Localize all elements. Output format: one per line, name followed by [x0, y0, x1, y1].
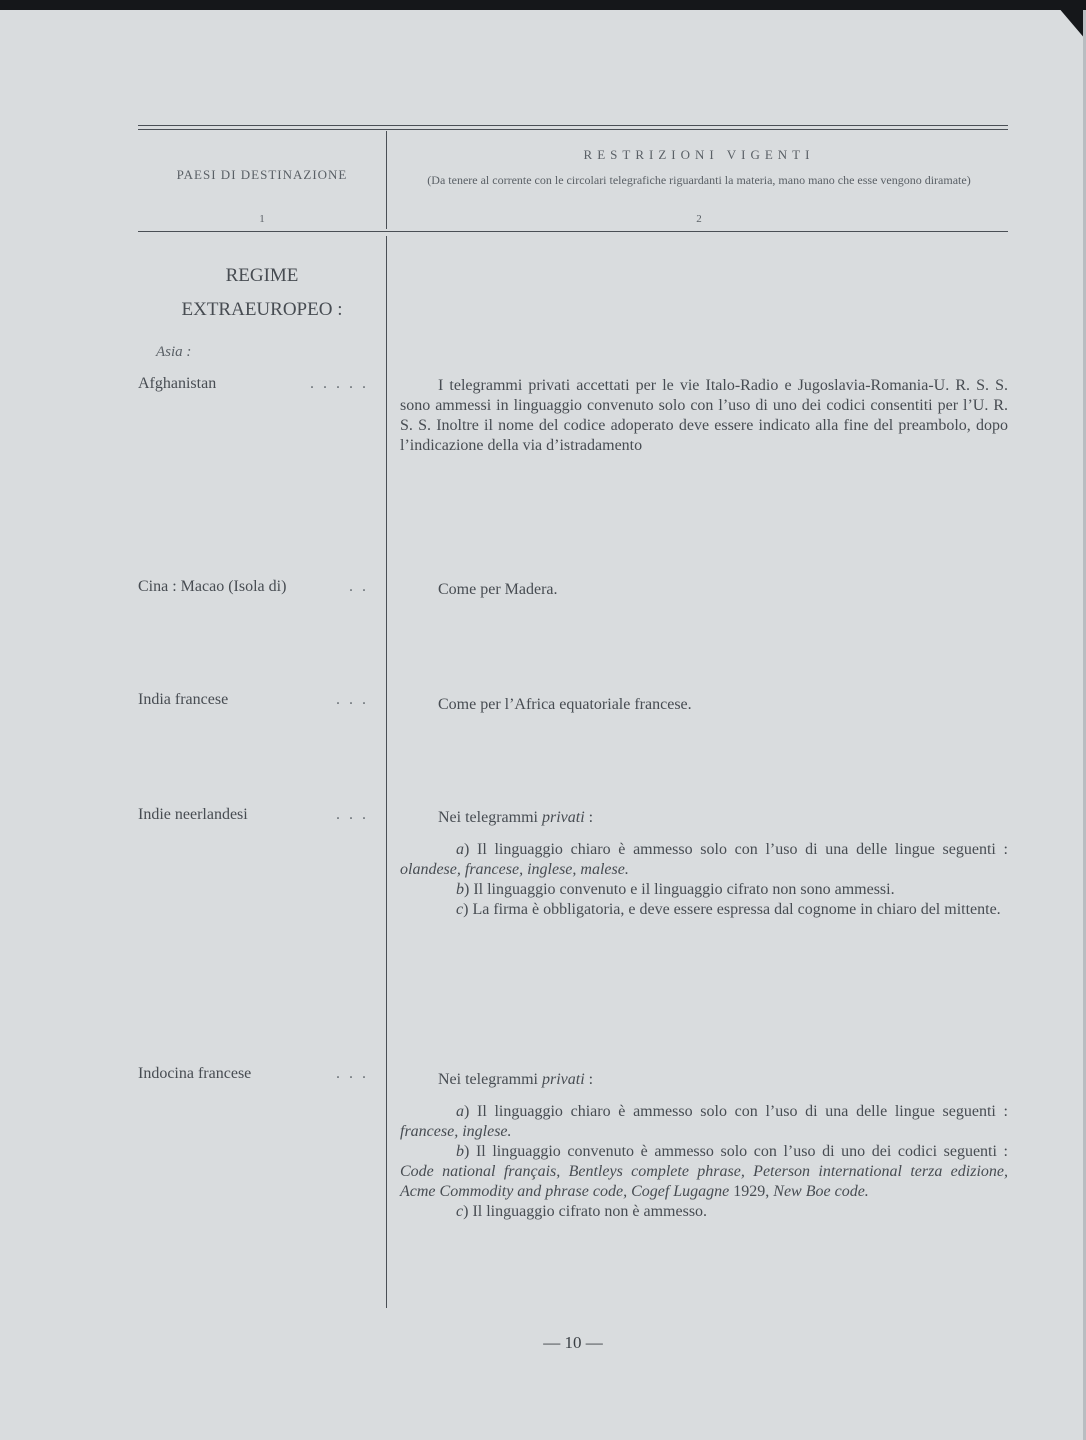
restriction-item-a: a) Il linguaggio chiaro è ammesso solo con l’uso di una delle lingue seguenti : francese, inglese.: [400, 1103, 1008, 1140]
country-afghanistan: [138, 375, 383, 393]
column-2-number: 2: [696, 213, 702, 225]
restriction-indocina-francese: [400, 1070, 1008, 1222]
top-scan-border: [0, 0, 1086, 10]
region-heading: Asia :: [156, 344, 192, 360]
column-2-title: RESTRIZIONI VIGENTI: [583, 147, 815, 162]
country-name: Indie neerlandesi: [138, 806, 248, 823]
section-heading-line2: EXTRAEUROPEO :: [181, 299, 343, 320]
page-number: — 10 —: [543, 1333, 603, 1352]
country-cina-macao: [138, 578, 383, 596]
header-top-rule: [138, 125, 1008, 126]
country-name: India francese: [138, 691, 229, 708]
corner-shadow: [1052, 0, 1086, 40]
country-india-francese: [138, 691, 383, 709]
column-1-title: PAESI DI DESTINAZIONE: [176, 167, 348, 182]
body-column-divider: [386, 236, 387, 1308]
restriction-india-francese: [400, 695, 1008, 715]
restriction-text: Come per l’Africa equatoriale francese.: [438, 696, 692, 713]
restriction-item-c: c) La firma è obbligatoria, e deve essere espressa dal cognome in chiaro del mittente.: [456, 901, 1001, 918]
restriction-item-c: c) Il linguaggio cifrato non è ammesso.: [456, 1203, 708, 1220]
leader-dots: ...: [336, 691, 375, 708]
country-indie-neerlandesi: [138, 806, 383, 824]
leader-dots: ...: [336, 1065, 375, 1082]
country-indocina-francese: [138, 1065, 383, 1083]
header-top-rule-inner: [138, 129, 1008, 130]
restriction-intro: Nei telegrammi privati :: [438, 809, 594, 826]
country-name: Indocina francese: [138, 1065, 252, 1082]
column-1-number: 1: [259, 213, 265, 225]
restriction-afghanistan: [400, 376, 1008, 456]
restriction-item-a: a) Il linguaggio chiaro è ammesso solo con l’uso di una delle lingue seguenti : olandese, francese, inglese, malese.: [400, 841, 1008, 878]
leader-dots: ...: [336, 806, 375, 823]
restriction-intro: Nei telegrammi privati :: [438, 1071, 594, 1088]
leader-dots: ..: [349, 578, 375, 595]
column-2-subtitle: (Da tenere al corrente con le circolari telegrafiche riguardanti la materia, mano mano che esse vengono diramate): [427, 173, 971, 187]
restriction-text: Come per Madera.: [438, 581, 558, 598]
restriction-item-b: b) Il linguaggio convenuto è ammesso solo con l’uso di uno dei codici seguenti : Code national français, Bentleys complete phrase, Peterson international terza edizione, Acme Commodity and phrase code, Cogef Lugagne 1929, New Boe code.: [400, 1143, 1008, 1200]
header-bottom-rule: [138, 231, 1008, 232]
restriction-cina-macao: [400, 580, 1008, 600]
restriction-item-b: b) Il linguaggio convenuto e il linguaggio cifrato non sono ammessi.: [456, 881, 895, 898]
restriction-text: I telegrammi privati accettati per le vie Italo-Radio e Jugoslavia-Romania-U. R. S. S. sono ammessi in linguaggio convenuto solo con l’uso di uno dei codici consentiti per l’U. R. S. S. Inoltre il nome del codice adoperato deve essere indicato alla fine del preambolo, dopo l’indicazione della via d’istradamento: [400, 377, 1008, 454]
header-column-divider: [386, 131, 387, 229]
restriction-indie-neerlandesi: [400, 808, 1008, 920]
section-heading-line1: REGIME: [225, 265, 299, 286]
leader-dots: .....: [310, 375, 375, 392]
country-name: Afghanistan: [138, 375, 217, 392]
country-name: Cina : Macao (Isola di): [138, 578, 287, 595]
